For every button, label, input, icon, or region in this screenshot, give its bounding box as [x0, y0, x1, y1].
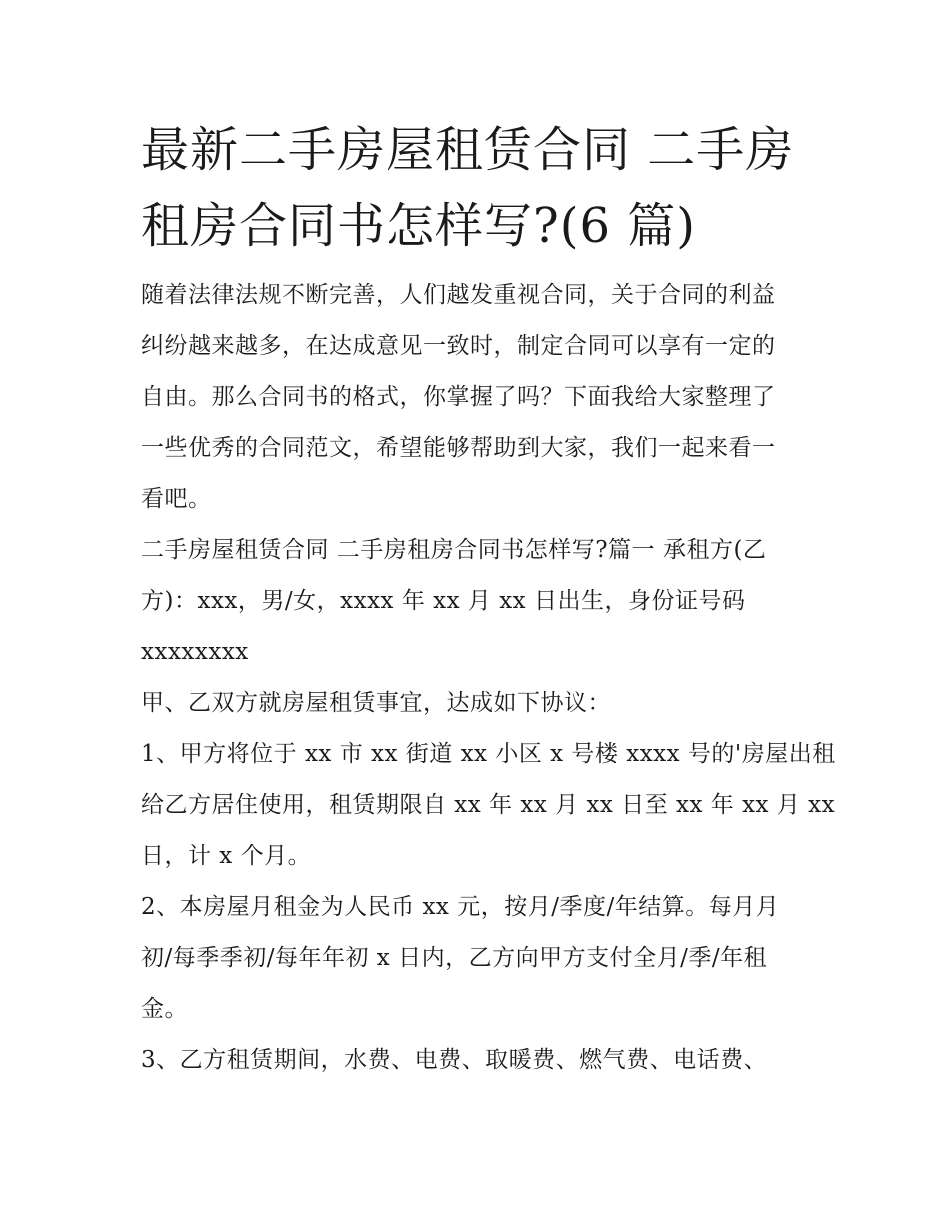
text-line: 1、甲方将位于 xx 市 xx 街道 xx 小区 x 号楼 xxxx 号的'房屋出租 [141, 741, 836, 767]
text-line: 日，计 x 个月。 [141, 843, 312, 869]
agreement-intro-paragraph [141, 678, 813, 729]
text-line: 随着法律法规不断完善，人们越发重视合同，关于合同的利益 [141, 282, 776, 308]
text-line: 二手房屋租赁合同 二手房租房合同书怎样写?篇一 承租方(乙 [141, 537, 767, 563]
clause-1-paragraph [141, 729, 836, 882]
contract-heading-paragraph [141, 525, 813, 678]
text-line: 金。 [141, 996, 188, 1022]
text-line: 方)：xxx，男/女，xxxx 年 xx 月 xx 日出生，身份证号码 [141, 588, 746, 614]
document-title [141, 112, 813, 264]
text-line: 初/每季季初/每年年初 x 日内，乙方向甲方支付全月/季/年租 [141, 945, 768, 971]
clause-3-paragraph [141, 1035, 813, 1086]
title-line: 最新二手房屋租赁合同 二手房 [141, 122, 795, 178]
text-line: 给乙方居住使用，租赁期限自 xx 年 xx 月 xx 日至 xx 年 xx 月 xx [141, 792, 836, 818]
text-line: 一些优秀的合同范文，希望能够帮助到大家，我们一起来看一 [141, 435, 776, 461]
text-line: 甲、乙双方就房屋租赁事宜，达成如下协议： [141, 690, 611, 716]
text-line: 自由。那么合同书的格式，你掌握了吗？下面我给大家整理了 [141, 384, 776, 410]
text-line: 3、乙方租赁期间，水费、电费、取暖费、燃气费、电话费、 [141, 1047, 768, 1073]
intro-paragraph [141, 270, 813, 525]
text-line: xxxxxxxx [141, 639, 249, 665]
text-line: 2、本房屋月租金为人民币 xx 元，按月/季度/年结算。每月月 [141, 894, 780, 920]
clause-2-paragraph [141, 882, 813, 1035]
text-line: 纠纷越来越多，在达成意见一致时，制定合同可以享有一定的 [141, 333, 776, 359]
text-line: 看吧。 [141, 486, 212, 512]
title-line: 租房合同书怎样写?(6 篇) [141, 198, 696, 254]
document-content [141, 112, 836, 1086]
